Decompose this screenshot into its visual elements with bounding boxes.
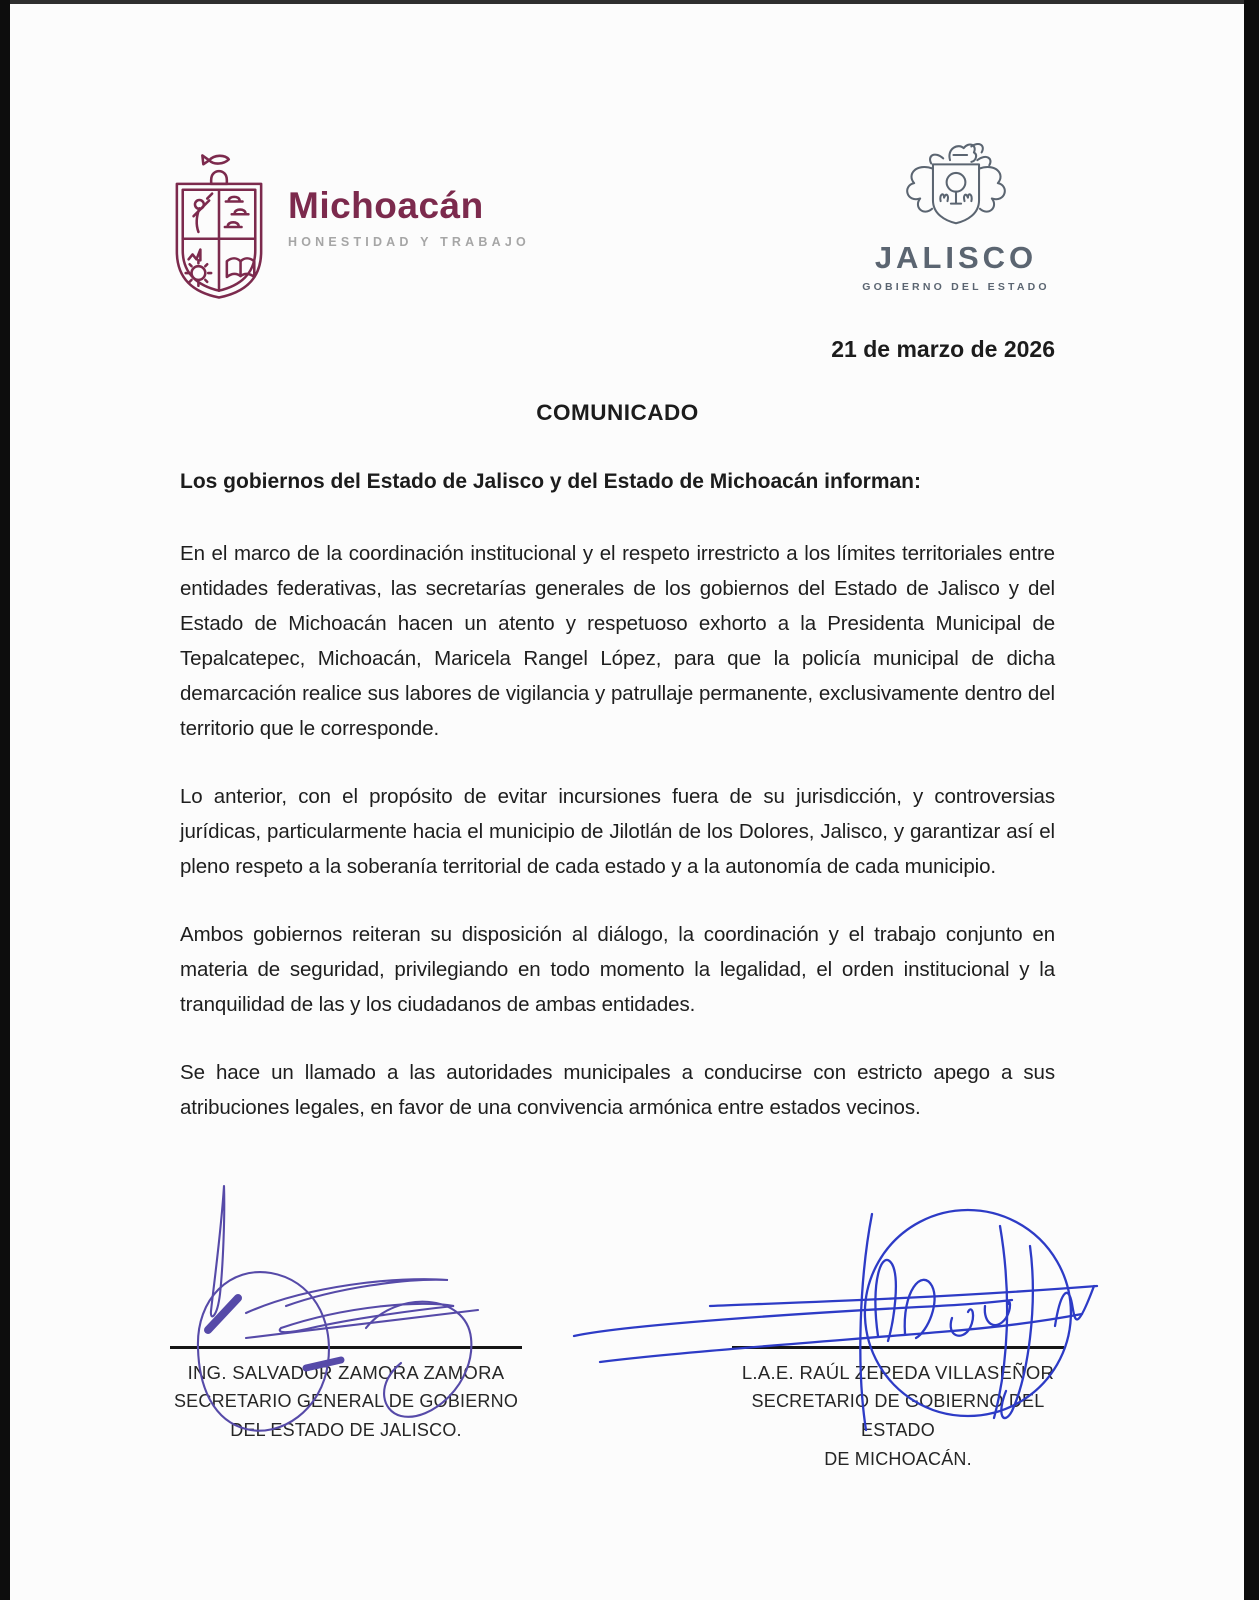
paragraph-1: En el marco de la coordinación institucional y el respeto irrestricto a los límites territoriales entre entidades federativas, las secretarías generales de los gobiernos del Estado de Jalisco y del Estado de Michoacán hacen un atento y respetuoso exhorto a la Presidenta Municipal de Tepalcatepec, Michoacán, Maricela Rangel López, para que la policía municipal de dicha demarcación realice sus labores de vigilancia y patrullaje permanente, exclusivamente dentro del territorio que le corresponde. (180, 542, 1055, 740)
paragraph-4: Se hace un llamado a las autoridades municipales a conducirse con estricto apego a sus atribuciones legales, en favor de una convivencia armónica entre estados vecinos. (180, 1061, 1055, 1119)
signature-block-michoacan (732, 1346, 1064, 1474)
document-title: COMUNICADO (536, 400, 699, 425)
signer-name-michoacan: L.A.E. RAÚL ZEPEDA VILLASEÑOR (741, 1362, 1055, 1383)
scan-edge-top (0, 0, 1259, 4)
jalisco-crest-icon (892, 136, 1020, 238)
intro-line: Los gobiernos del Estado de Jalisco y del Estado de Michoacán informan: (180, 470, 921, 493)
signer-name-jalisco: ING. SALVADOR ZAMORA ZAMORA (187, 1362, 505, 1383)
jalisco-wordmark: JALISCO (874, 240, 1038, 275)
michoacan-wordmark-block (288, 185, 530, 249)
signer-title-michoacan-1: SECRETARIO DE GOBIERNO DEL ESTADO (751, 1391, 1045, 1440)
michoacan-wordmark: Michoacán (288, 185, 484, 226)
scan-edge-left (0, 0, 10, 1600)
jalisco-tagline: GOBIERNO DEL ESTADO (862, 281, 1050, 293)
paragraph-2: Lo anterior, con el propósito de evitar incursiones fuera de su jurisdicción, y controversias jurídicas, particularmente hacia el municipio de Jilotlán de los Dolores, Jalisco, y garantizar así el pleno respeto a la soberanía territorial de cada estado y a la autonomía de cada municipio. (180, 785, 1055, 878)
date-line: 21 de marzo de 2026 (831, 336, 1055, 362)
signature-line-michoacan (732, 1346, 1064, 1349)
paragraph-3: Ambos gobiernos reiteran su disposición al diálogo, la coordinación y el trabajo conjunto en materia de seguridad, privilegiando en todo momento la legalidad, el orden institucional y la tranquilidad de las y los ciudadanos de ambas entidades. (180, 923, 1055, 1016)
signature-line-jalisco (170, 1346, 522, 1349)
signature-block-jalisco (170, 1346, 522, 1445)
michoacan-crest-icon (170, 150, 268, 302)
michoacan-logo (170, 150, 530, 302)
signer-title-jalisco-2: DEL ESTADO DE JALISCO. (230, 1420, 462, 1440)
signer-title-michoacan-2: DE MICHOACÁN. (824, 1449, 972, 1469)
letter-body (180, 536, 1055, 1158)
scan-edge-right (1244, 0, 1259, 1600)
signer-title-jalisco-1: SECRETARIO GENERAL DE GOBIERNO (173, 1391, 519, 1411)
letterhead (170, 146, 1060, 306)
jalisco-logo (856, 136, 1056, 293)
michoacan-tagline: HONESTIDAD Y TRABAJO (288, 235, 530, 249)
